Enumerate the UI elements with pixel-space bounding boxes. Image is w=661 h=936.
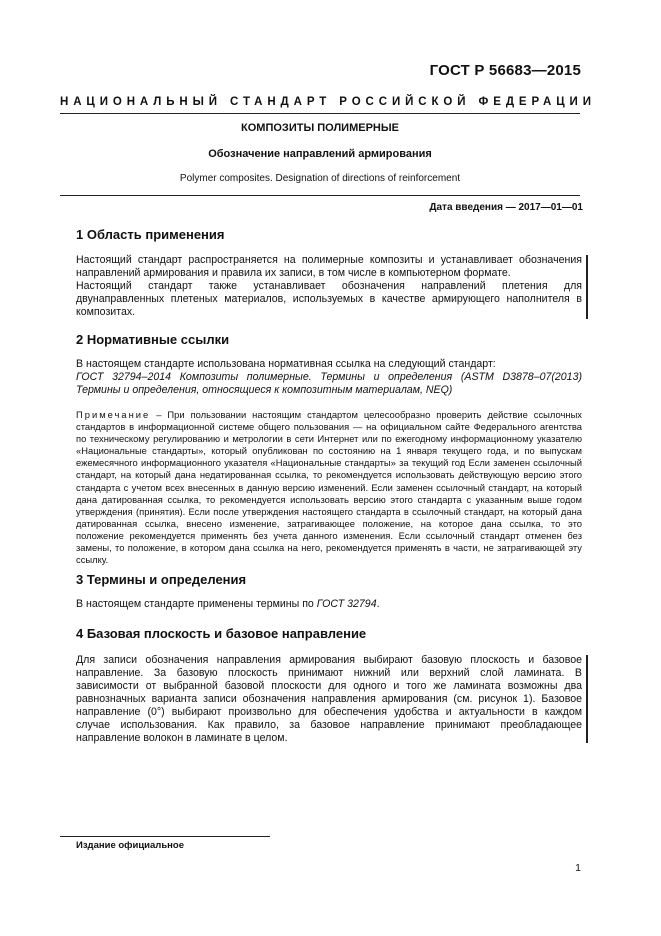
note-line: дана датированная ссылка, то рекомендуется использовать версию этого стандарта с указанным выше годом [76, 493, 582, 505]
normative-reference: Термины и определения, относящиеся к композитным материалам, NEQ) [76, 384, 453, 396]
note-line: замены, то положение, в котором дана ссылка на него, рекомендуется применять в части, не затрагивающей эту [76, 542, 582, 554]
section-3-text-end: . [376, 598, 380, 610]
footer-divider [60, 836, 270, 837]
section-3-text: В настоящем стандарте применены термины по [76, 598, 317, 610]
section-4-line: направление. За базовую плоскость принимают нижний или верхний слой ламината. В [76, 667, 582, 679]
section-2-line: В настоящем стандарте использована нормативная ссылка на следующий стандарт: [76, 358, 496, 370]
effective-date: Дата введения — 2017—01—01 [429, 202, 583, 213]
national-standard-banner: НАЦИОНАЛЬНЫЙ СТАНДАРТ РОССИЙСКОЙ ФЕДЕРАЦИИ [60, 96, 596, 108]
section-4-line: направление волокон в ламинате в целом. [76, 732, 288, 744]
note-line: стандартов в информационной системе общего пользования — на официальном сайте Федерального агентства [76, 421, 582, 433]
official-edition-label: Издание официальное [76, 840, 184, 851]
note-line: утверждения (принятия). Если после утверждения настоящего стандарта в ссылочный стандарт, на который дана [76, 505, 582, 517]
title-divider [60, 195, 580, 196]
section-3-body [76, 598, 582, 611]
section-1-body [76, 254, 582, 319]
section-4-line: Для записи обозначения направления армирования выбирают базовую плоскость и базовое [76, 654, 582, 666]
note-line: стандарт, на который дана недатированная ссылка, то рекомендуется использовать действующую версию этого [76, 469, 582, 481]
section-4-line: зависимости от выбранной базовой плоскости для одного и того же ламината возможны два [76, 680, 582, 692]
section-1-line: композитах. [76, 306, 136, 318]
note-first-line: – При пользовании настоящим стандартом целесообразно проверить действие ссылочных [150, 409, 582, 420]
section-1-line: направлений армирования и правила их записи, в том числе в компьютерном формате. [76, 267, 511, 279]
section-3-heading: 3 Термины и определения [76, 572, 247, 587]
note-line: ссылку. [76, 554, 109, 566]
document-title: КОМПОЗИТЫ ПОЛИМЕРНЫЕ [241, 122, 399, 134]
section-4-line: равнозначных варианта записи обозначения направления армирования (см. рисунок 1). Базовое [76, 693, 582, 705]
note-line: по техническому регулированию и метрологии в сети Интернет или по ежегодному информационному указателю [76, 433, 582, 445]
header-divider [60, 113, 580, 114]
section-4-line: направление (0°) выбирают произвольно для обеспечения удобства и актуальности в каждом [76, 706, 582, 718]
change-bar [586, 655, 588, 743]
note-line: стандарта с учетом всех внесенных в данную версию изменений. Если заменен ссылочный стандарт, на который [76, 481, 582, 493]
section-1-line: Настоящий стандарт также устанавливает обозначения направлений плетения для [76, 280, 582, 292]
section-1-heading: 1 Область применения [76, 227, 225, 242]
document-code: ГОСТ Р 56683—2015 [429, 62, 581, 79]
note-line: ежемесячного информационного указателя «Национальные стандарты» за текущий год Если заменен ссылочный [76, 457, 582, 469]
document-subtitle: Обозначение направлений армирования [208, 148, 432, 160]
section-2-body [76, 358, 582, 397]
section-4-heading: 4 Базовая плоскость и базовое направление [76, 626, 367, 641]
section-2-heading: 2 Нормативные ссылки [76, 332, 230, 347]
document-title-english: Polymer composites. Designation of directions of reinforcement [179, 173, 461, 184]
note-line [76, 409, 582, 421]
change-bar [586, 255, 588, 319]
section-2-note [76, 409, 582, 566]
note-label: Примечание [76, 409, 151, 420]
note-line: датированная ссылка, внесено изменение, затрагивающее положение, на которое дана ссылка, то это [76, 517, 582, 529]
section-1-line: двунаправленных плетеных материалов, используемых в качестве армирующего наполнителя в [76, 293, 582, 305]
note-line: положение рекомендуется применять без учета данного изменения. Если ссылочный стандарт отменен без [76, 529, 582, 541]
section-4-line: случае использования. Как правило, за базовое направление принимают преобладающее [76, 719, 582, 731]
section-4-body [76, 654, 582, 745]
page-number: 1 [575, 862, 581, 874]
section-1-line: Настоящий стандарт распространяется на полимерные композиты и устанавливает обозначения [76, 254, 582, 266]
section-3-line [76, 598, 582, 611]
note-line: «Национальные стандарты», который опубликован по состоянию на 1 января текущего года, и по выпускам [76, 445, 582, 457]
normative-reference: ГОСТ 32794–2014 Композиты полимерные. Термины и определения (ASTM D3878–07(2013) [76, 371, 582, 383]
gost-reference: ГОСТ 32794 [316, 598, 377, 610]
